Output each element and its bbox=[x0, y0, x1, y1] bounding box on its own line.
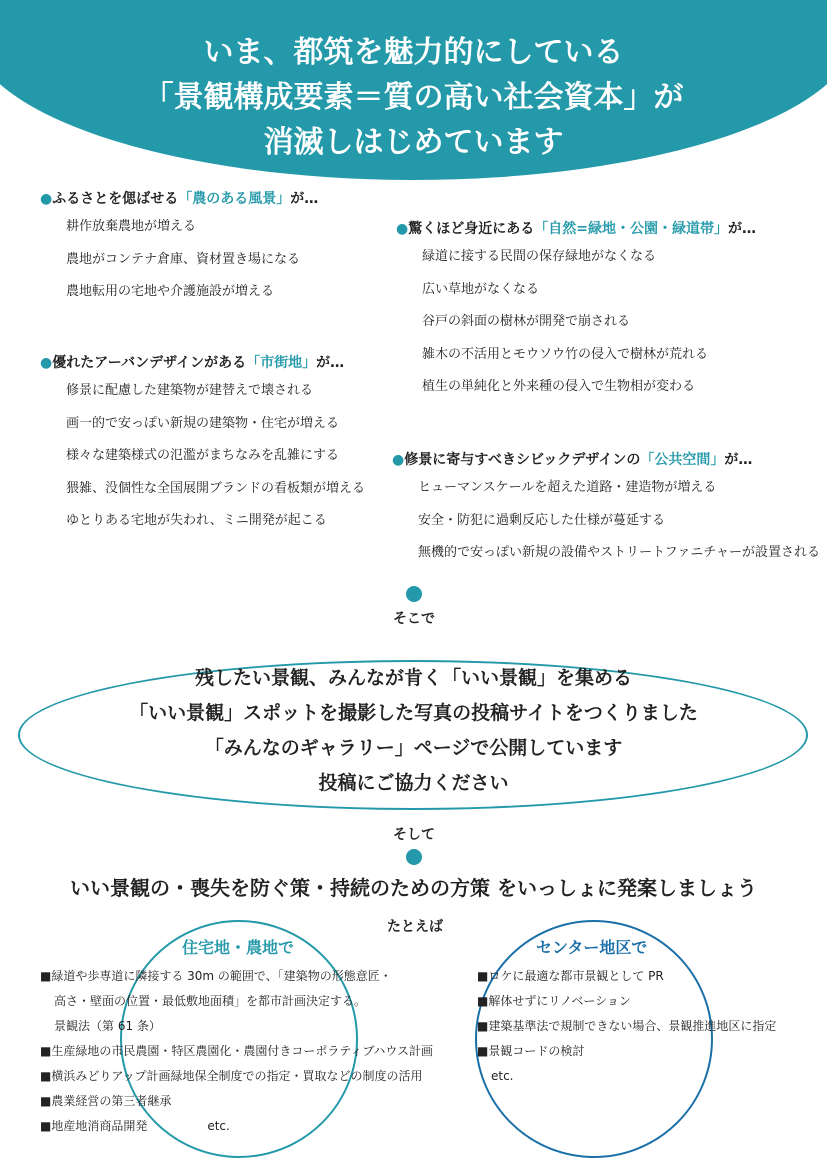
section-heading: ●驚くほど身近にある「自然=緑地・公園・緑道帯」が… bbox=[396, 221, 756, 237]
list-item: 広い草地がなくなる bbox=[422, 281, 540, 297]
list-item: ■地産地消商品開発 etc. bbox=[40, 1114, 433, 1139]
list-item: ■生産緑地の市民農園・特区農園化・農園付きコーポラティブハウス計画 bbox=[40, 1044, 434, 1058]
list-item: 高さ・壁面の位置・最低敷地面積」を都市計画決定する。 bbox=[54, 994, 367, 1008]
list-item: 耕作放棄農地が増える bbox=[66, 219, 197, 234]
title-line-1: いま、都筑を魅力的にしている bbox=[203, 35, 624, 70]
proposal-heading: いい景観の・喪失を防ぐ策・持続のための方策 をいっしょに発案しましょう bbox=[70, 876, 757, 900]
list-item: 画一的で安っぽい新規の建築物・住宅が増える bbox=[66, 415, 340, 431]
list-item: 猥雑、没個性な全国展開ブランドの看板類が増える bbox=[66, 480, 366, 496]
list-item: 無機的で安っぽい新規の設備やストリートファニチャーが設置される bbox=[418, 545, 820, 560]
message-line: 残したい景観、みんなが肯く「いい景観」を集める bbox=[194, 667, 632, 689]
list-item: 修景に配慮した建築物が建替えで壊される bbox=[66, 383, 314, 398]
etc-label: etc. bbox=[491, 1069, 514, 1083]
list-item: 安全・防犯に過剰反応した仕様が蔓延する bbox=[418, 512, 666, 528]
list-item: ■ロケに最適な都市景観として PR bbox=[477, 969, 664, 983]
section-urban bbox=[40, 352, 365, 543]
connector-label: そして bbox=[393, 827, 435, 843]
page-title bbox=[0, 30, 827, 165]
list-item: ヒューマンスケールを超えた道路・建造物が増える bbox=[418, 480, 717, 495]
list-item: ■景観コードの検討 bbox=[477, 1044, 585, 1058]
connector-dot-icon bbox=[406, 586, 422, 602]
list-item: 景観法（第 61 条） bbox=[54, 1019, 161, 1033]
list-item: 谷戸の斜面の樹林が開発で崩される bbox=[422, 314, 631, 329]
residential-title: 住宅地・農地で bbox=[182, 938, 295, 957]
message-line: 投稿にご協力ください bbox=[318, 772, 509, 794]
list-item: 農地転用の宅地や介護施設が増える bbox=[66, 284, 275, 299]
message-line: 「いい景観」スポットを撮影した写真の投稿サイトをつくりました bbox=[129, 702, 698, 724]
list-item: 緑道に接する民間の保存緑地がなくなる bbox=[422, 249, 657, 264]
bullet-icon: ● bbox=[392, 452, 405, 468]
list-item: ■建築基準法で規制できない場合、景観推進地区に指定 bbox=[477, 1019, 777, 1033]
section-public bbox=[392, 449, 820, 575]
list-item: ■横浜みどりアップ計画緑地保全制度での指定・買取などの制度の活用 bbox=[40, 1069, 423, 1083]
connector-label: そこで bbox=[393, 611, 435, 627]
message-line: 「みんなのギャラリー」ページで公開しています bbox=[204, 737, 623, 759]
list-item: 様々な建築様式の氾濫がまちなみを乱雑にする bbox=[66, 448, 340, 463]
section-nature bbox=[396, 218, 756, 409]
bullet-icon: ● bbox=[396, 221, 409, 237]
bullet-icon: ● bbox=[40, 355, 53, 371]
list-item: 農地がコンテナ倉庫、資材置き場になる bbox=[66, 251, 301, 267]
list-item: 植生の単純化と外来種の侵入で生物相が変わる bbox=[422, 379, 696, 394]
section-farm bbox=[40, 188, 318, 314]
title-line-2: 「景観構成要素＝質の高い社会資本」が bbox=[143, 80, 684, 115]
list-item: ■緑道や歩専道に隣接する 30m の範囲で、「建築物の形態意匠・ bbox=[40, 969, 392, 983]
section-heading: ●修景に寄与すべきシビックデザインの「公共空間」が… bbox=[392, 452, 753, 468]
list-item: ■解体せずにリノベーション bbox=[477, 994, 631, 1008]
residential-list bbox=[40, 964, 433, 1139]
example-label: たとえば bbox=[387, 919, 443, 935]
bullet-icon: ● bbox=[40, 191, 53, 207]
center-title: センター地区で bbox=[536, 938, 648, 957]
etc-label: etc. bbox=[207, 1119, 230, 1133]
connector-dot-icon bbox=[406, 849, 422, 865]
list-item: 雑木の不活用とモウソウ竹の侵入で樹林が荒れる bbox=[422, 346, 709, 362]
section-heading: ●優れたアーバンデザインがある「市街地」が… bbox=[40, 355, 345, 371]
list-item: ■農業経営の第三者継承 bbox=[40, 1094, 172, 1108]
section-heading: ●ふるさとを偲ばせる「農のある風景」が… bbox=[40, 191, 319, 207]
center-list bbox=[477, 964, 776, 1089]
title-line-3: 消滅しはじめています bbox=[263, 125, 564, 160]
list-item: ゆとりある宅地が失われ、ミニ開発が起こる bbox=[66, 513, 327, 528]
gallery-message bbox=[0, 661, 827, 801]
